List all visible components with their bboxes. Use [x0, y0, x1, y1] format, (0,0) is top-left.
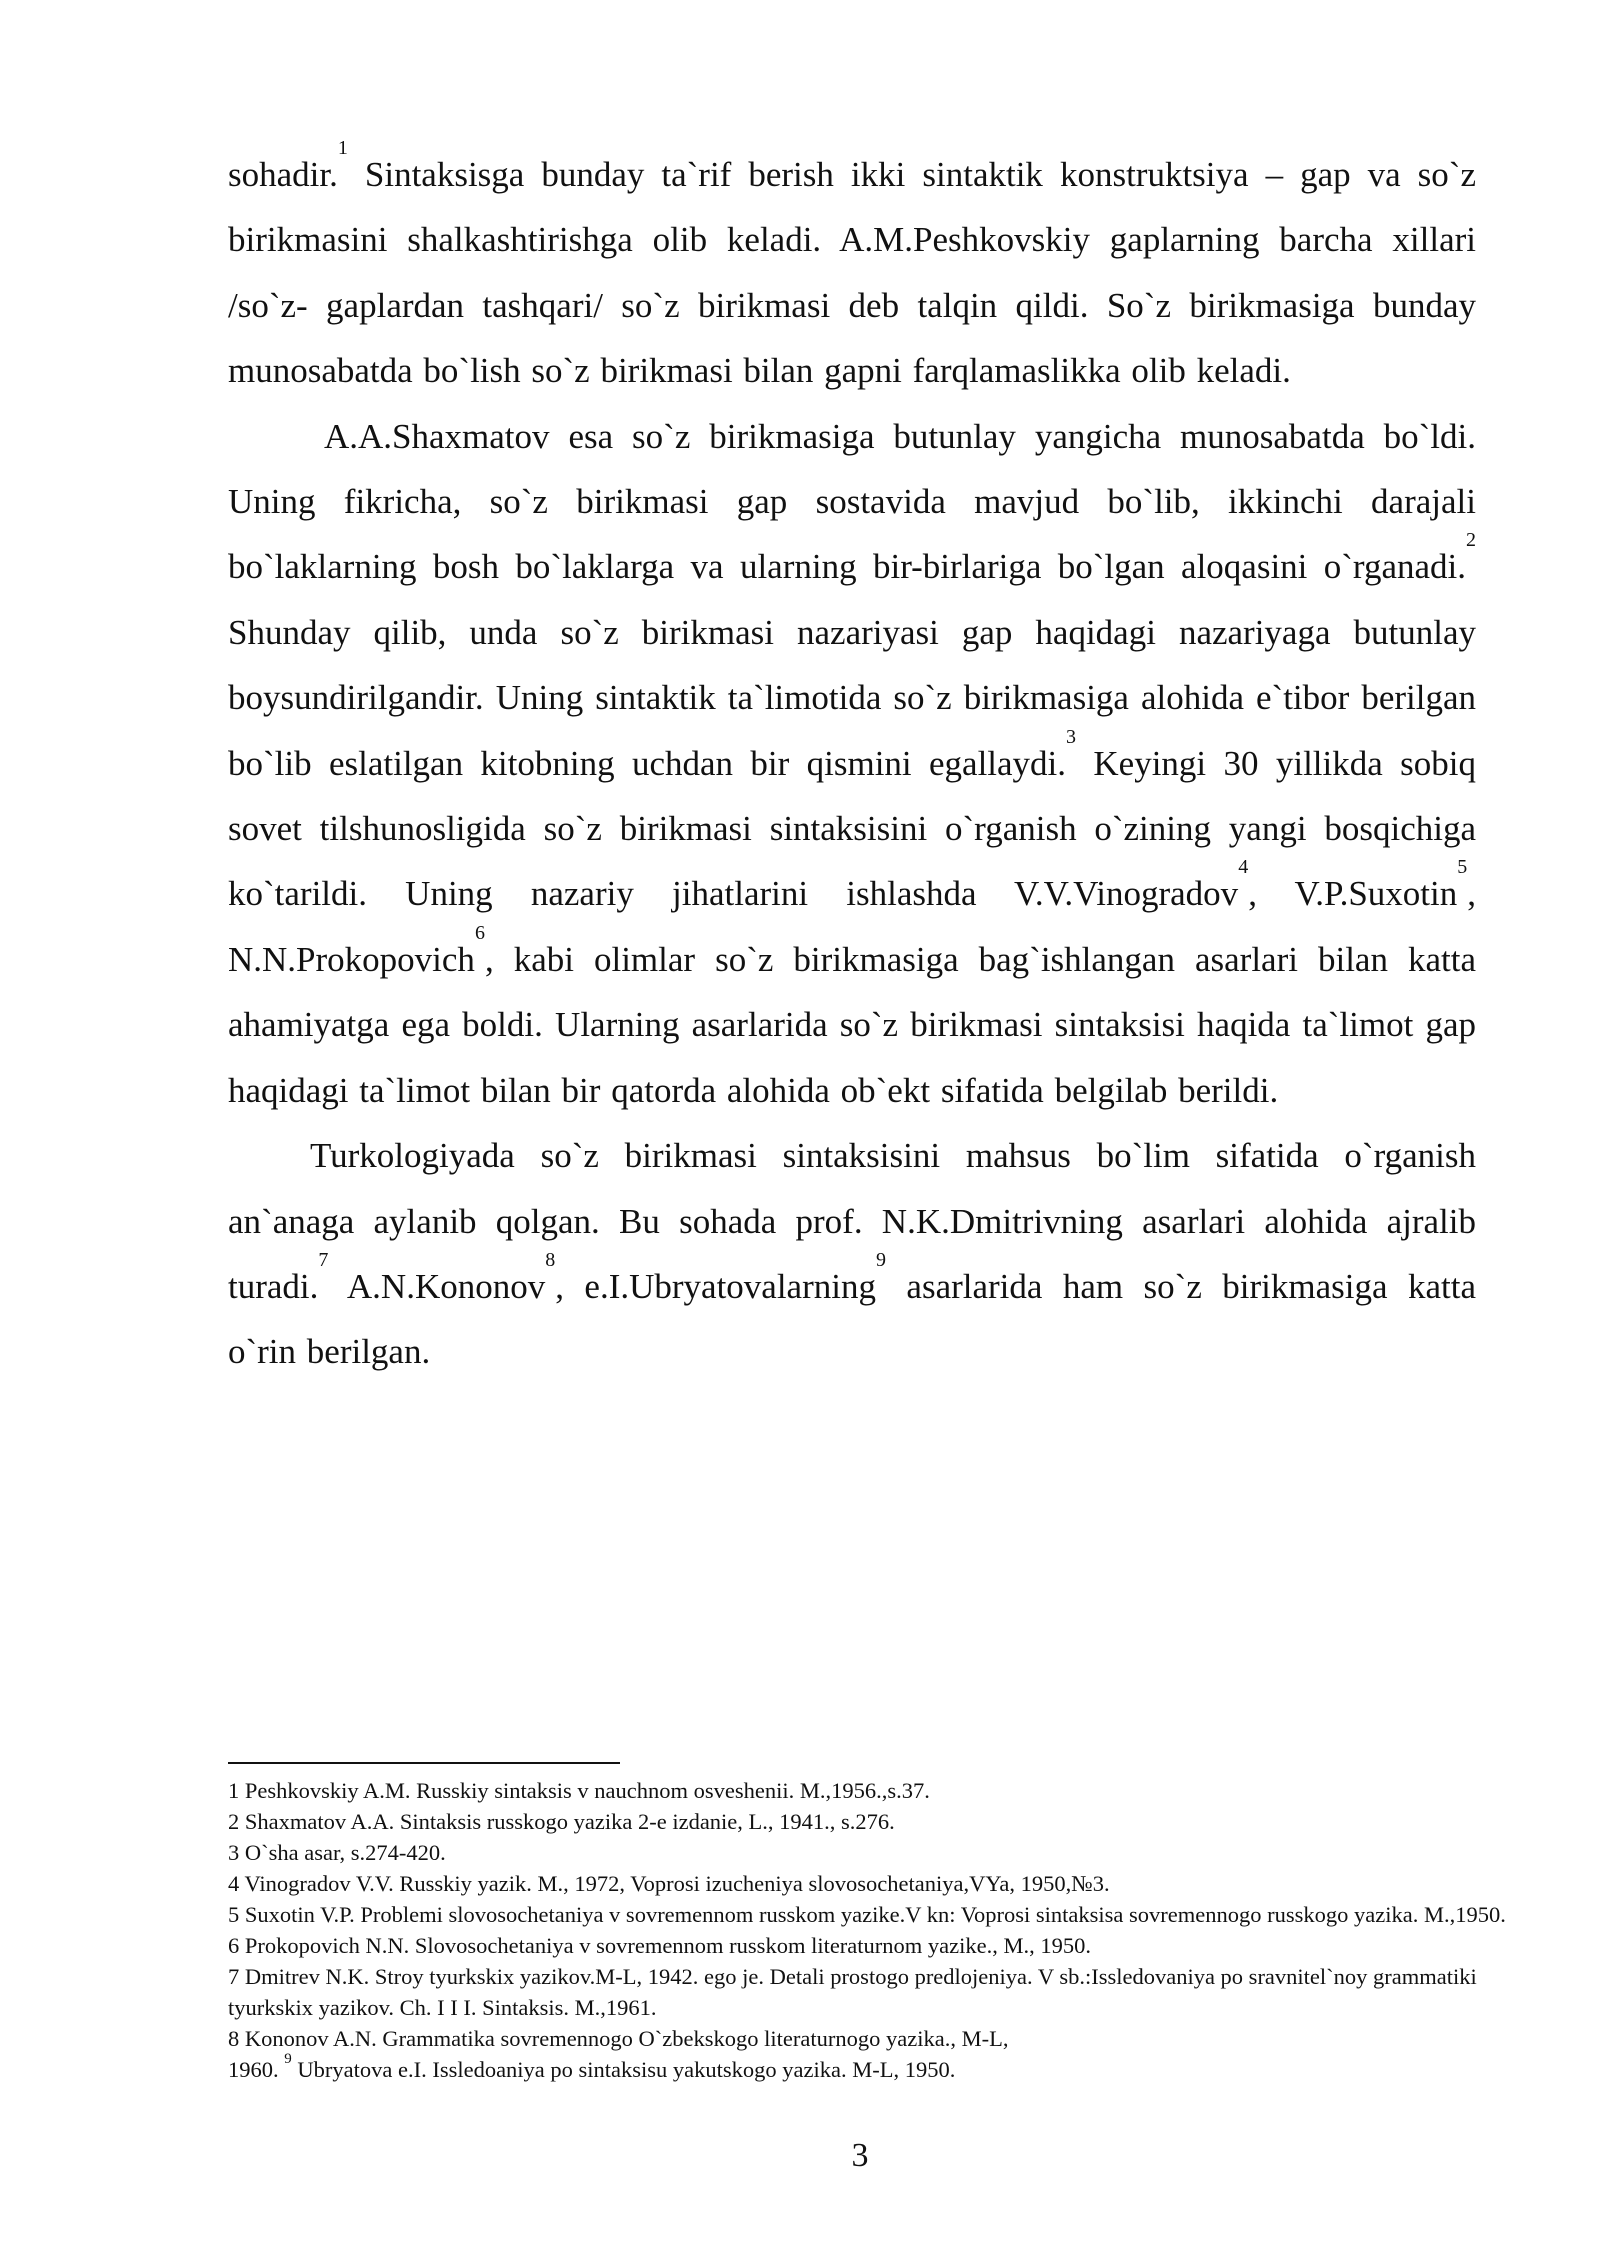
page-number: 3: [851, 2137, 869, 2174]
footnote-item: [228, 1806, 1528, 1837]
footnote-marker: 1: [337, 137, 348, 159]
footnotes: [228, 1775, 1528, 2085]
footnote-item: [228, 1868, 1528, 1899]
paragraph-text: sohadir.: [228, 155, 338, 194]
footnote-text: 4 Vinogradov V.V. Russkiy yazik. M., 1972, Voprosi izucheniya slovosochetaniya,VYa, 1950,№3.: [228, 1871, 1110, 1896]
paragraph-text: Turkologiyada so`z birikmasi sintaksisini mahsus bo`lim sifatida o`rganish an`anaga aylanib qolgan. Bu sohada prof. N.K.Dmitrivning asarlari alohida ajralib turadi.: [228, 1136, 1476, 1306]
footnote-text: 7 Dmitrev N.K. Stroy tyurkskix yazikov.M-L, 1942. ego je. Detali prostogo predlojeniya. V sb.:Issledovaniya po sravnitel`noy grammatiki tyurkskix yazikov. Ch. I I I. Sintaksis. M.,1961.: [228, 1964, 1477, 2020]
footnote-marker: 5: [1457, 856, 1468, 879]
footnote-marker: 3: [1066, 725, 1077, 748]
footnote-marker: 2: [1466, 529, 1476, 552]
footnote-marker: 6: [474, 921, 485, 944]
footnote-item: [228, 1899, 1528, 1930]
footnote-marker: 9: [284, 2051, 292, 2067]
footnote-text: 5 Suxotin V.P. Problemi slovosochetaniya v sovremennom russkom yazike.V kn: Voprosi sintaksisa sovremennogo russkogo yazika. M.,1950.: [228, 1902, 1506, 1927]
body-text: [228, 137, 1476, 1385]
footnote-text: 1960.: [228, 2057, 285, 2082]
paragraph: [228, 404, 1476, 1123]
footnote-marker: 4: [1238, 856, 1249, 879]
paragraph-text: , kabi olimlar so`z birikmasiga bag`ishlangan asarlari bilan katta ahamiyatga ega boldi. Ularning asarlarida so`z birikmasi sintaksisi haqida ta`limot gap haqidagi ta`limot bilan bir qatorda alohida ob`ekt sifatida belgilab berildi.: [228, 939, 1476, 1110]
paragraph-text: , N.N.Prokopovich: [228, 874, 1476, 979]
footnote-item: [228, 2051, 1528, 2085]
footnote-marker: 7: [318, 1248, 329, 1271]
paragraph: [228, 137, 1476, 404]
footnote-text: 8 Kononov A.N. Grammatika sovremennogo O`zbekskogo literaturnogo yazika., M-L,: [228, 2026, 1009, 2051]
footnote-item: [228, 2023, 1528, 2054]
footnote-item: [228, 1930, 1528, 1961]
footnote-item: [228, 1837, 1528, 1868]
paragraph-text: Keyingi 30 yillikda sobiq sovet tilshunosligida so`z birikmasi sintaksisini o`rganish o`zining yangi bosqichiga ko`tarildi. Uning nazariy jihatlarini ishlashda V.V.Vinogradov: [228, 743, 1476, 914]
paragraph-text: , V.P.Suxotin: [1248, 874, 1458, 914]
paragraph-text: A.N.Kononov: [328, 1266, 546, 1306]
footnote-item: [228, 1961, 1528, 2023]
footnote-marker: 8: [545, 1248, 556, 1271]
footnote-text: 3 O`sha asar, s.274-420.: [228, 1840, 446, 1865]
footnote-text: 2 Shaxmatov A.A. Sintaksis russkogo yazika 2-e izdanie, L., 1941., s.276.: [228, 1809, 895, 1834]
paragraph: [228, 1123, 1476, 1385]
footnote-text: 1 Peshkovskiy A.M. Russkiy sintaksis v nauchnom osveshenii. M.,1956.,s.37.: [228, 1778, 930, 1803]
paragraph-text: asarlarida ham so`z birikmasiga katta o`rin berilgan.: [228, 1266, 1476, 1372]
paragraph-text: , e.I.Ubryatovalarning: [555, 1266, 876, 1306]
paragraph-text: Sintaksisga bunday ta`rif berish ikki sintaktik konstruktsiya – gap va so`z birikmasini shalkashtirishga olib keladi. A.M.Peshkovskiy gaplarning barcha xillari /so`z- gaplardan tashqari/ so`z birikmasi deb talqin qildi. So`z birikmasiga bunday munosabatda bo`lish so`z birikmasi bilan gapni farqlamaslikka olib keladi.: [228, 155, 1476, 391]
footnote-marker: 9: [875, 1248, 886, 1271]
footnote-item: [228, 1775, 1528, 1806]
footnote-text: Ubryatova e.I. Issledoaniya po sintaksisu yakutskogo yazika. M-L, 1950.: [291, 2057, 956, 2082]
paragraph-text: Shunday qilib, unda so`z birikmasi nazariyasi gap haqidagi nazariyaga butunlay boysundirilgandir. Uning sintaktik ta`limotida so`z birikmasiga alohida e`tibor berilgan bo`lib eslatilgan kitobning uchdan bir qismini egallaydi.: [228, 612, 1476, 783]
footnote-text: 6 Prokopovich N.N. Slovosochetaniya v sovremennom russkom literaturnom yazike., M., 1950.: [228, 1933, 1091, 1958]
paragraph-text: A.A.Shaxmatov esa so`z birikmasiga butunlay yangicha munosabatda bo`ldi. Uning fikricha, so`z birikmasi gap sostavida mavjud bo`lib, ikkinchi darajali bo`laklarning bosh bo`laklarga va ularning bir-birlariga bo`lgan aloqasini o`rganadi.: [228, 416, 1476, 587]
footnote-separator: [228, 1762, 620, 1764]
